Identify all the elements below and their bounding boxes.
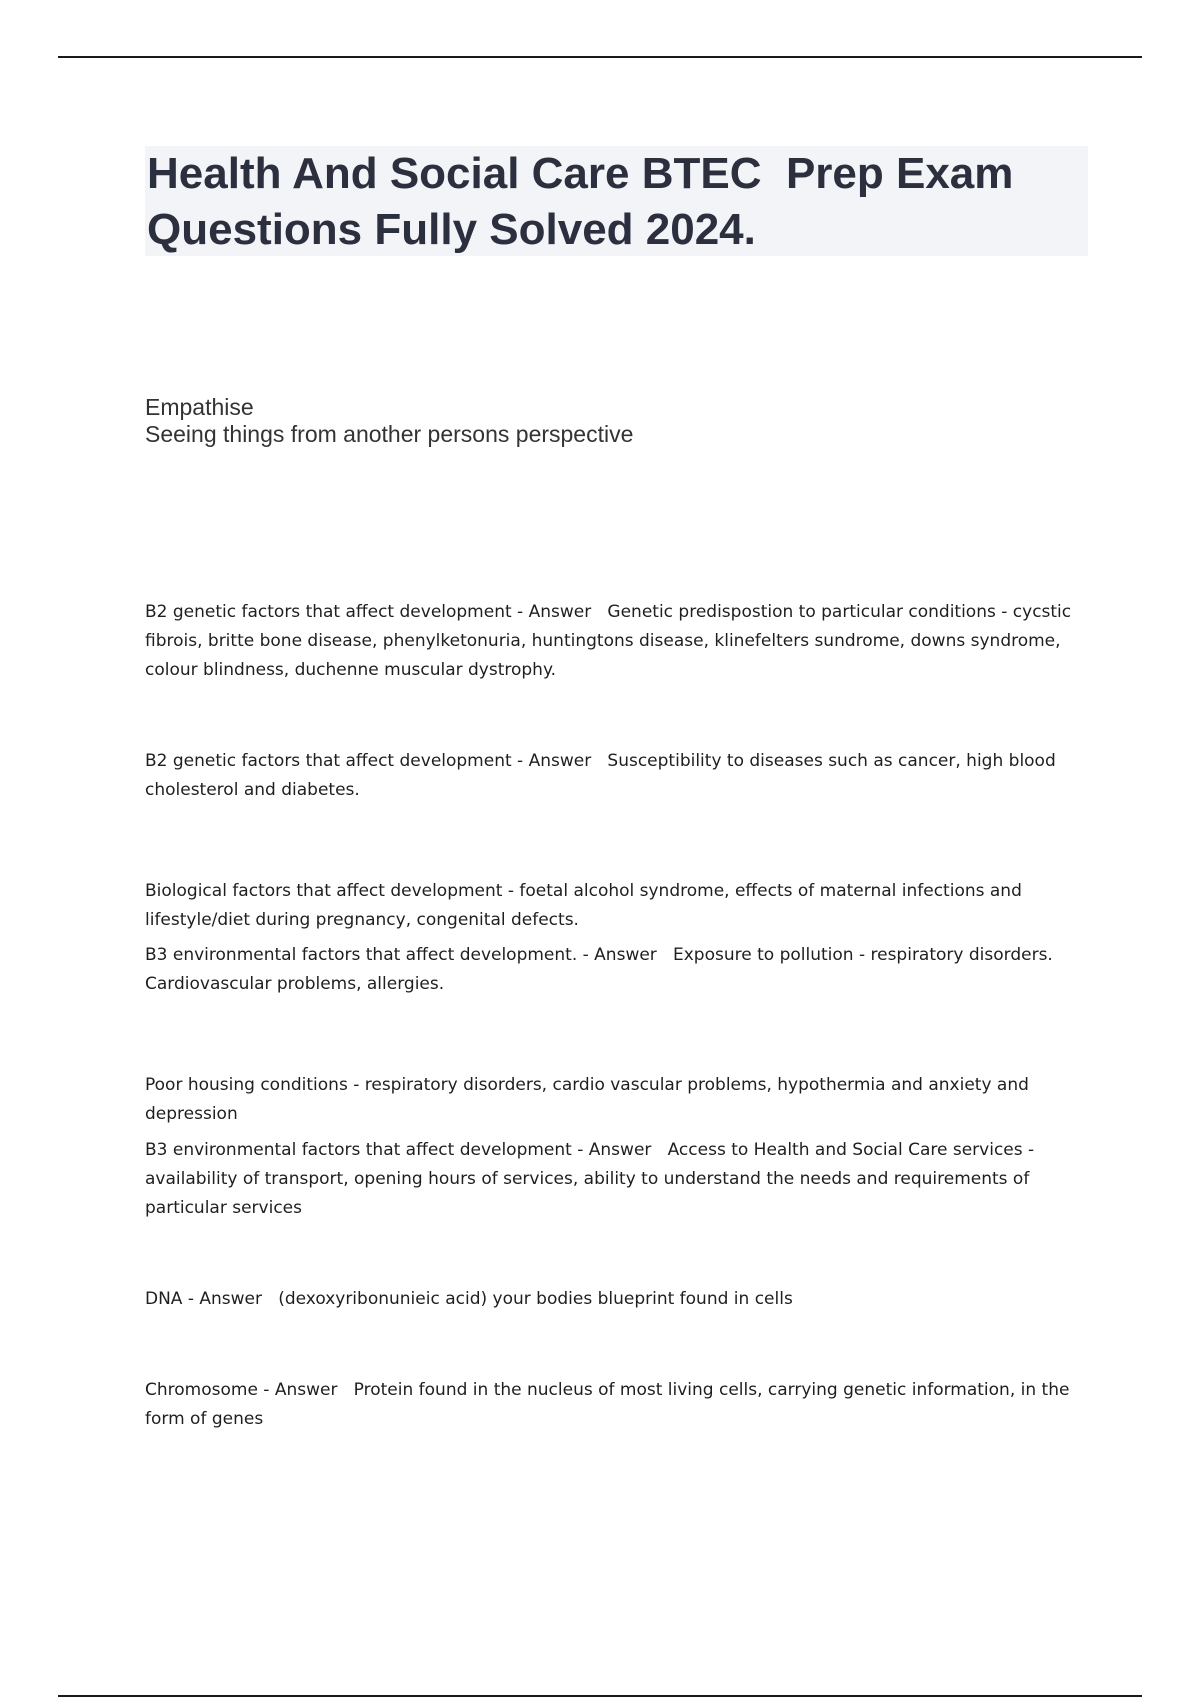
intro-definition bbox=[145, 394, 633, 448]
qa-entry bbox=[145, 540, 1085, 714]
qa-paragraph: DNA - Answer (dexoxyribonunieic acid) your bodies blueprint found in cells bbox=[145, 1289, 793, 1309]
qa-paragraph: B3 environmental factors that affect development. - Answer Exposure to pollution - respiratory disorders. Cardiovascular problems, allergies. bbox=[145, 945, 1059, 994]
qa-paragraph: Chromosome - Answer Protein found in the nucleus of most living cells, carrying genetic information, in the form of genes bbox=[145, 1380, 1075, 1429]
bottom-divider bbox=[58, 1695, 1142, 1697]
qa-entry bbox=[145, 1318, 1085, 1463]
intro-term: Empathise bbox=[145, 394, 254, 420]
qa-paragraph: Biological factors that affect development - foetal alcohol syndrome, effects of maternal infections and lifestyle/diet during pregnancy, congenital defects. bbox=[145, 881, 1028, 930]
intro-definition-text: Seeing things from another persons perspective bbox=[145, 421, 634, 447]
qa-entry bbox=[145, 1078, 1085, 1252]
top-divider bbox=[58, 56, 1142, 58]
document-title: Health And Social Care BTEC Prep Exam Questions Fully Solved 2024. bbox=[147, 149, 1026, 254]
title-banner bbox=[145, 146, 1088, 256]
qa-paragraph: B2 genetic factors that affect development - Answer Genetic predispostion to particular conditions - cycstic fibrois, britte bone disease, phenylketonuria, huntingtons disease, klinefelters sundrome, downs syndrome, colour blindness, duchenne muscular dystrophy. bbox=[145, 602, 1077, 680]
qa-paragraph: Poor housing conditions - respiratory disorders, cardio vascular problems, hypothermia and anxiety and depression bbox=[145, 1075, 1035, 1124]
qa-paragraph: B3 environmental factors that affect development - Answer Access to Health and Social Care services - availability of transport, opening hours of services, ability to understand the needs and requirements of particular services bbox=[145, 1140, 1040, 1218]
qa-paragraph: B2 genetic factors that affect development - Answer Susceptibility to diseases such as cancer, high blood cholesterol and diabetes. bbox=[145, 751, 1062, 800]
